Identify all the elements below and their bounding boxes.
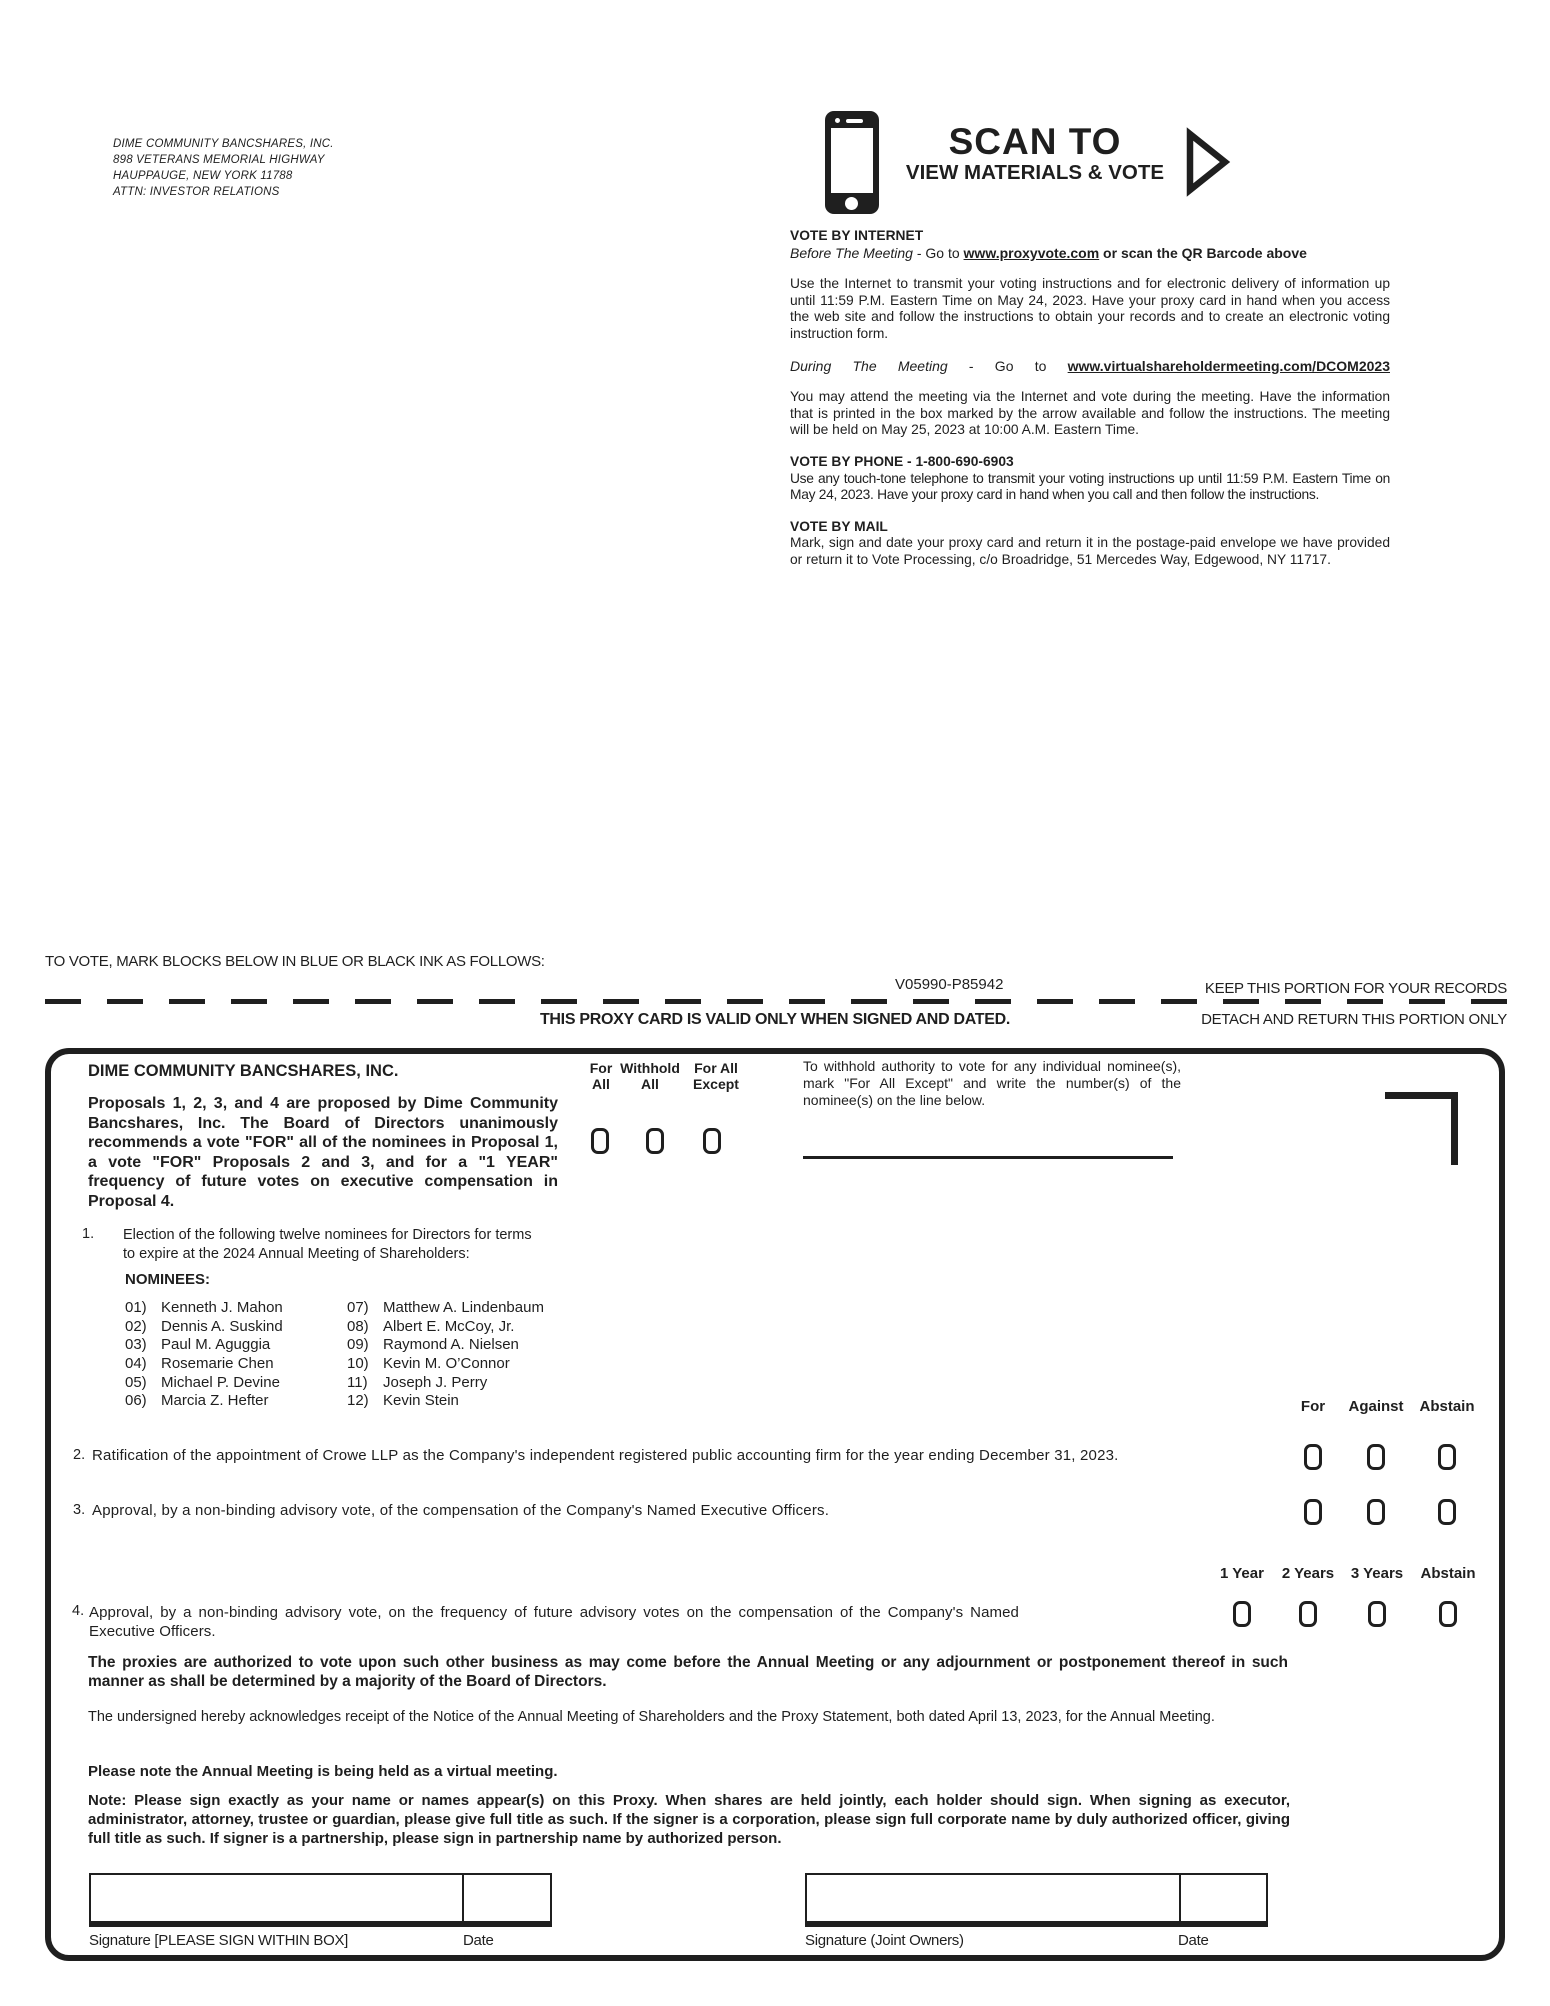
vote-during-para: You may attend the meeting via the Internet and vote during the meeting. Have the information that is printed in the box marked by the arrow available and follow the instructions. The meeting will be held on May 25, 2023 at 10:00 A.M. Eastern Time. xyxy=(790,389,1390,438)
scan-to-block xyxy=(893,122,1177,183)
signature-instructions-note: Note: Please sign exactly as your name or names appear(s) on this Proxy. When shares are held jointly, each holder should sign. When signing as executor, administrator, attorney, trustee or guardian, please give full title as such. If the signer is a corporation, please sign full corporate name by duly authorized officer, giving full title as such. If signer is a partnership, please sign in partnership name by authorized person. xyxy=(88,1792,1290,1847)
proxy-ballot-box xyxy=(45,1048,1505,1961)
nominee-row: 10) Kevin M. O’Connor xyxy=(347,1355,510,1373)
for-all-except-write-line[interactable] xyxy=(803,1156,1173,1159)
date-box-2[interactable] xyxy=(1179,1875,1181,1921)
vote-internet-para: Use the Internet to transmit your voting instructions and for electronic delivery of information up until 11:59 P.M. Eastern Time on May 24, 2023. Have your proxy card in hand when you access the web site and follow the instructions to obtain your records and to create an electronic voting instruction form. xyxy=(790,276,1390,341)
sender-attn: ATTN: INVESTOR RELATIONS xyxy=(113,186,280,198)
signature-label-1: Signature [PLEASE SIGN WITHIN BOX] xyxy=(89,1932,349,1949)
smartphone-icon xyxy=(825,111,879,214)
two-years-column-header: 2 Years xyxy=(1281,1565,1335,1582)
signature-box-1[interactable] xyxy=(89,1873,552,1927)
nominee-row: 04) Rosemarie Chen xyxy=(125,1355,274,1373)
board-recommendation-para: Proposals 1, 2, 3, and 4 are proposed by Dime Community Bancshares, Inc. The Board of Directors unanimously recommends a vote "FOR" all of the nominees in Proposal 1, a vote "FOR" Proposals 2 and 3, and for a "1 YEAR" frequency of future votes on executive compensation in Proposal 4. xyxy=(88,1095,558,1210)
date-label-2: Date xyxy=(1178,1932,1209,1949)
checkbox-p4-abstain[interactable] xyxy=(1439,1601,1457,1627)
vote-internet-heading: VOTE BY INTERNET xyxy=(790,228,924,243)
checkbox-p1-for-all[interactable] xyxy=(591,1128,609,1154)
for-all-except-header: For All Except xyxy=(693,1060,739,1092)
proposal-2-number: 2. xyxy=(73,1447,86,1463)
abstain-freq-column-header: Abstain xyxy=(1420,1565,1476,1582)
nominees-label: NOMINEES: xyxy=(125,1271,211,1288)
nominee-row: 11) Joseph J. Perry xyxy=(347,1373,488,1391)
scan-title: SCAN TO xyxy=(948,121,1122,162)
sender-street: 898 VETERANS MEMORIAL HIGHWAY xyxy=(113,154,325,166)
proposal-3-text: Approval, by a non-binding advisory vote, of the compensation of the Company's Named Executive Officers. xyxy=(92,1502,830,1519)
control-number: V05990-P85942 xyxy=(895,976,1004,993)
proposal-1-text: Election of the following twelve nominees for Directors for terms to expire at the 2024 Annual Meeting of Shareholders: xyxy=(123,1227,532,1262)
nominees-column-2 xyxy=(347,1299,544,1411)
three-years-column-header: 3 Years xyxy=(1350,1565,1404,1582)
card-company-title: DIME COMMUNITY BANCSHARES, INC. xyxy=(88,1062,399,1080)
nominee-row: 03) Paul M. Aguggia xyxy=(125,1336,271,1354)
signature-box-2[interactable] xyxy=(805,1873,1268,1927)
nominee-row: 09) Raymond A. Nielsen xyxy=(347,1336,519,1354)
checkbox-p4-1year[interactable] xyxy=(1233,1601,1251,1627)
mark-blocks-instruction: TO VOTE, MARK BLOCKS BELOW IN BLUE OR BLACK INK AS FOLLOWS: xyxy=(45,953,545,970)
nominee-row: 05) Michael P. Devine xyxy=(125,1373,280,1391)
proxyvote-url: www.proxyvote.com xyxy=(963,244,1100,261)
checkbox-p1-withhold-all[interactable] xyxy=(646,1128,664,1154)
sender-company: DIME COMMUNITY BANCSHARES, INC. xyxy=(113,138,334,150)
checkbox-p4-3years[interactable] xyxy=(1368,1601,1386,1627)
nominee-row: 06) Marcia Z. Hefter xyxy=(125,1392,269,1410)
vote-mail-para: Mark, sign and date your proxy card and return it in the postage-paid envelope we have provided or return it to Vote Processing, c/o Broadridge, 51 Mercedes Way, Edgewood, NY 11717. xyxy=(790,535,1390,567)
virtual-meeting-url: www.virtualshareholdermeeting.com/DCOM2023 xyxy=(1067,357,1390,374)
valid-when-signed-label: THIS PROXY CARD IS VALID ONLY WHEN SIGNED AND DATED. xyxy=(539,1011,1011,1028)
detach-return-label: DETACH AND RETURN THIS PORTION ONLY xyxy=(1201,1011,1507,1028)
withhold-authority-note: To withhold authority to vote for any individual nominee(s), mark "For All Except" and write the number(s) of the nominee(s) on the line below. xyxy=(803,1058,1181,1108)
one-year-column-header: 1 Year xyxy=(1220,1565,1264,1582)
vote-instructions xyxy=(790,228,1390,584)
scan-subtitle: VIEW MATERIALS & VOTE xyxy=(905,161,1165,184)
other-business-para: The proxies are authorized to vote upon such other business as may come before the Annual Meeting or any adjournment or postponement thereof in such manner as shall be determined by a majority of the Board of Directors. xyxy=(88,1654,1288,1690)
arrow-triangle-icon xyxy=(1184,127,1232,197)
keep-portion-label: KEEP THIS PORTION FOR YOUR RECORDS xyxy=(1204,980,1507,997)
before-meeting-mid: - Go to xyxy=(912,244,964,261)
before-meeting-label: Before The Meeting xyxy=(790,244,913,261)
checkbox-p4-2years[interactable] xyxy=(1299,1601,1317,1627)
virtual-meeting-note: Please note the Annual Meeting is being held as a virtual meeting. xyxy=(88,1763,558,1780)
before-meeting-tail: or scan the QR Barcode above xyxy=(1099,244,1307,261)
withhold-all-header: Withhold All xyxy=(620,1060,680,1092)
vote-mail-heading: VOTE BY MAIL xyxy=(790,518,888,534)
for-column-header: For xyxy=(1300,1398,1326,1415)
nominee-row: 07) Matthew A. Lindenbaum xyxy=(347,1299,544,1316)
checkbox-p3-against[interactable] xyxy=(1367,1499,1385,1525)
date-label-1: Date xyxy=(463,1932,494,1949)
checkbox-p3-for[interactable] xyxy=(1304,1499,1322,1525)
checkbox-p2-for[interactable] xyxy=(1304,1444,1322,1470)
nominee-row: 02) Dennis A. Suskind xyxy=(125,1317,283,1335)
before-meeting-line xyxy=(790,245,1390,262)
for-all-header: For All xyxy=(589,1060,613,1092)
nominee-row: 08) Albert E. McCoy, Jr. xyxy=(347,1317,515,1335)
receipt-acknowledgement-para: The undersigned hereby acknowledges receipt of the Notice of the Annual Meeting of Shareholders and the Proxy Statement, both dated April 13, 2023, for the Annual Meeting. xyxy=(88,1709,1215,1725)
abstain-column-header: Abstain xyxy=(1419,1398,1475,1415)
sender-city: HAUPPAUGE, NEW YORK 11788 xyxy=(113,170,293,182)
corner-bracket-right xyxy=(1451,1092,1458,1165)
corner-bracket-top xyxy=(1385,1092,1458,1099)
nominee-row: 12) Kevin Stein xyxy=(347,1392,459,1410)
nominee-row: 01) Kenneth J. Mahon xyxy=(125,1299,283,1316)
proposal-1-number: 1. xyxy=(82,1226,95,1242)
during-meeting-label: During The Meeting xyxy=(790,357,948,374)
date-box-1[interactable] xyxy=(462,1875,464,1921)
proposal-2-text: Ratification of the appointment of Crowe LLP as the Company's independent registered public accounting firm for the year ending December 31, 2023. xyxy=(92,1447,1119,1464)
signature-label-2: Signature (Joint Owners) xyxy=(805,1932,964,1949)
vote-phone-para: Use any touch-tone telephone to transmit your voting instructions up until 11:59 P.M. Eastern Time on May 24, 2023. Have your proxy card in hand when you call and then follow the instructions. xyxy=(790,470,1390,503)
during-meeting-line xyxy=(790,358,1390,375)
proposal-3-number: 3. xyxy=(73,1502,86,1518)
vote-phone-heading: VOTE BY PHONE - 1-800-690-6903 xyxy=(790,453,1014,469)
sender-address xyxy=(113,136,334,200)
checkbox-p3-abstain[interactable] xyxy=(1438,1499,1456,1525)
nominees-column-1 xyxy=(125,1299,283,1411)
checkbox-p2-abstain[interactable] xyxy=(1438,1444,1456,1470)
during-meeting-mid: - Go to xyxy=(947,357,1068,374)
perforation-dashed-line xyxy=(45,999,1507,1004)
checkbox-p1-for-all-except[interactable] xyxy=(703,1128,721,1154)
proposal-4-number: 4. xyxy=(72,1603,85,1619)
checkbox-p2-against[interactable] xyxy=(1367,1444,1385,1470)
proposal-4-text: Approval, by a non-binding advisory vote, on the frequency of future advisory votes on the compensation of the Company's Named Executive Officers. xyxy=(89,1604,1019,1640)
against-column-header: Against xyxy=(1348,1398,1404,1415)
